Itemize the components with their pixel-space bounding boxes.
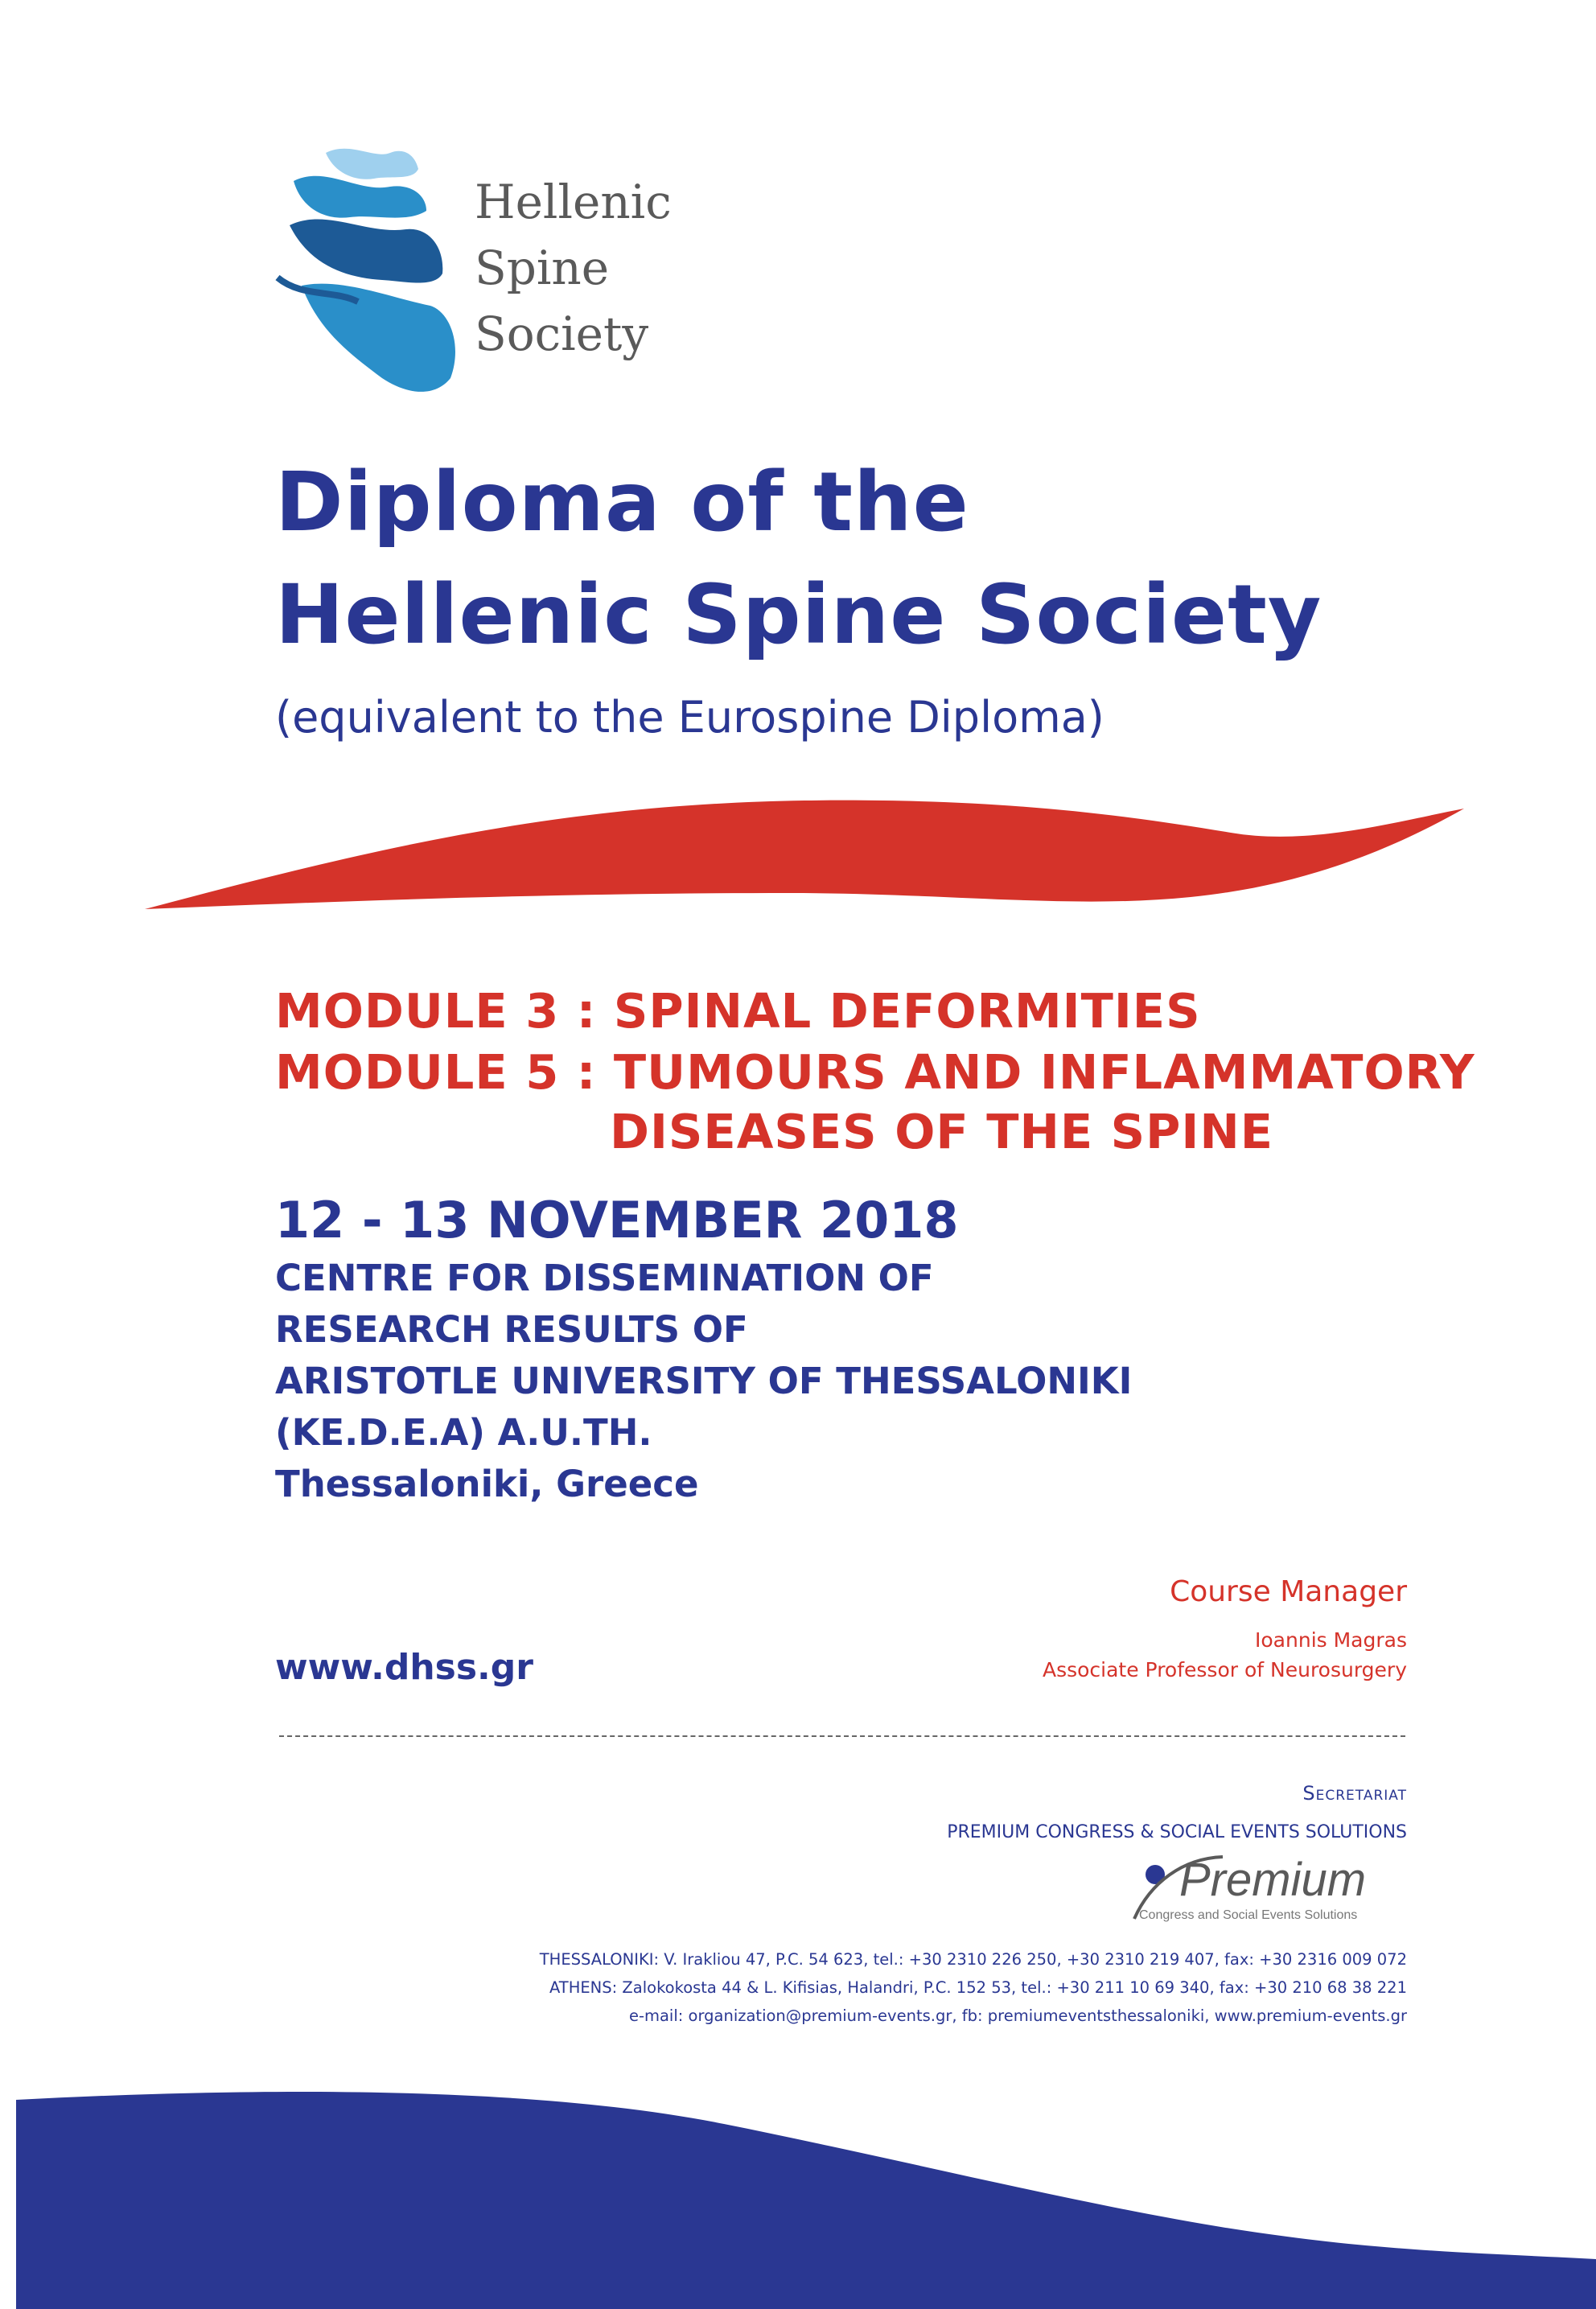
module-5-heading-cont: DISEASES OF THE SPINE (610, 1104, 1274, 1159)
logo-text-spine: Spine (475, 241, 610, 295)
secretariat-label: Secretariat (1302, 1782, 1407, 1805)
venue-line: ARISTOTLE UNIVERSITY OF THESSALONIKI (275, 1360, 1133, 1402)
premium-logo-text: Premium (1179, 1854, 1367, 1906)
premium-logo-tagline: Congress and Social Events Solutions (1139, 1908, 1358, 1922)
venue-line: RESEARCH RESULTS OF (275, 1308, 748, 1351)
module-3-heading: MODULE 3 : SPINAL DEFORMITIES (275, 983, 1201, 1039)
website-link[interactable]: www.dhss.gr (275, 1647, 533, 1688)
course-manager-label: Course Manager (1170, 1575, 1407, 1608)
logo-text-hellenic: Hellenic (475, 175, 672, 229)
contact-thessaloniki: THESSALONIKI: V. Irakliou 47, P.C. 54 623, tel.: +30 2310 226 250, +30 2310 219 407, fax: +30 2316 009 072 (539, 1950, 1407, 1969)
red-wave-decoration (145, 796, 1464, 925)
secretariat-name: PREMIUM CONGRESS & SOCIAL EVENTS SOLUTIONS (947, 1822, 1407, 1842)
module-5-heading: MODULE 5 : TUMOURS AND INFLAMMATORY (275, 1044, 1475, 1100)
page-title-line1: Diploma of the (275, 455, 969, 550)
event-date: 12 - 13 NOVEMBER 2018 (275, 1191, 959, 1249)
course-manager-name: Ioannis Magras (1255, 1628, 1407, 1652)
contact-email: e-mail: organization@premium-events.gr, fb: premiumeventsthessaloniki, www.premium-events.gr (628, 2006, 1407, 2025)
contact-athens: ATHENS: Zalokokosta 44 & L. Kifisias, Halandri, P.C. 152 53, tel.: +30 211 10 69 340, fax: +30 210 68 38 221 (549, 1978, 1407, 1997)
page-subtitle: (equivalent to the Eurospine Diploma) (275, 692, 1104, 743)
course-manager-title: Associate Professor of Neurosurgery (1042, 1658, 1407, 1681)
dashed-divider (279, 1735, 1405, 1737)
hellenic-spine-society-logo-icon (269, 137, 463, 394)
logo-text-society: Society (475, 307, 649, 361)
blue-wave-decoration (0, 2076, 1596, 2309)
venue-line: Thessaloniki, Greece (275, 1463, 699, 1505)
venue-line: (KE.D.E.A) A.U.TH. (275, 1411, 652, 1454)
page-title-line2: Hellenic Spine Society (275, 567, 1322, 663)
venue-line: CENTRE FOR DISSEMINATION OF (275, 1257, 934, 1299)
